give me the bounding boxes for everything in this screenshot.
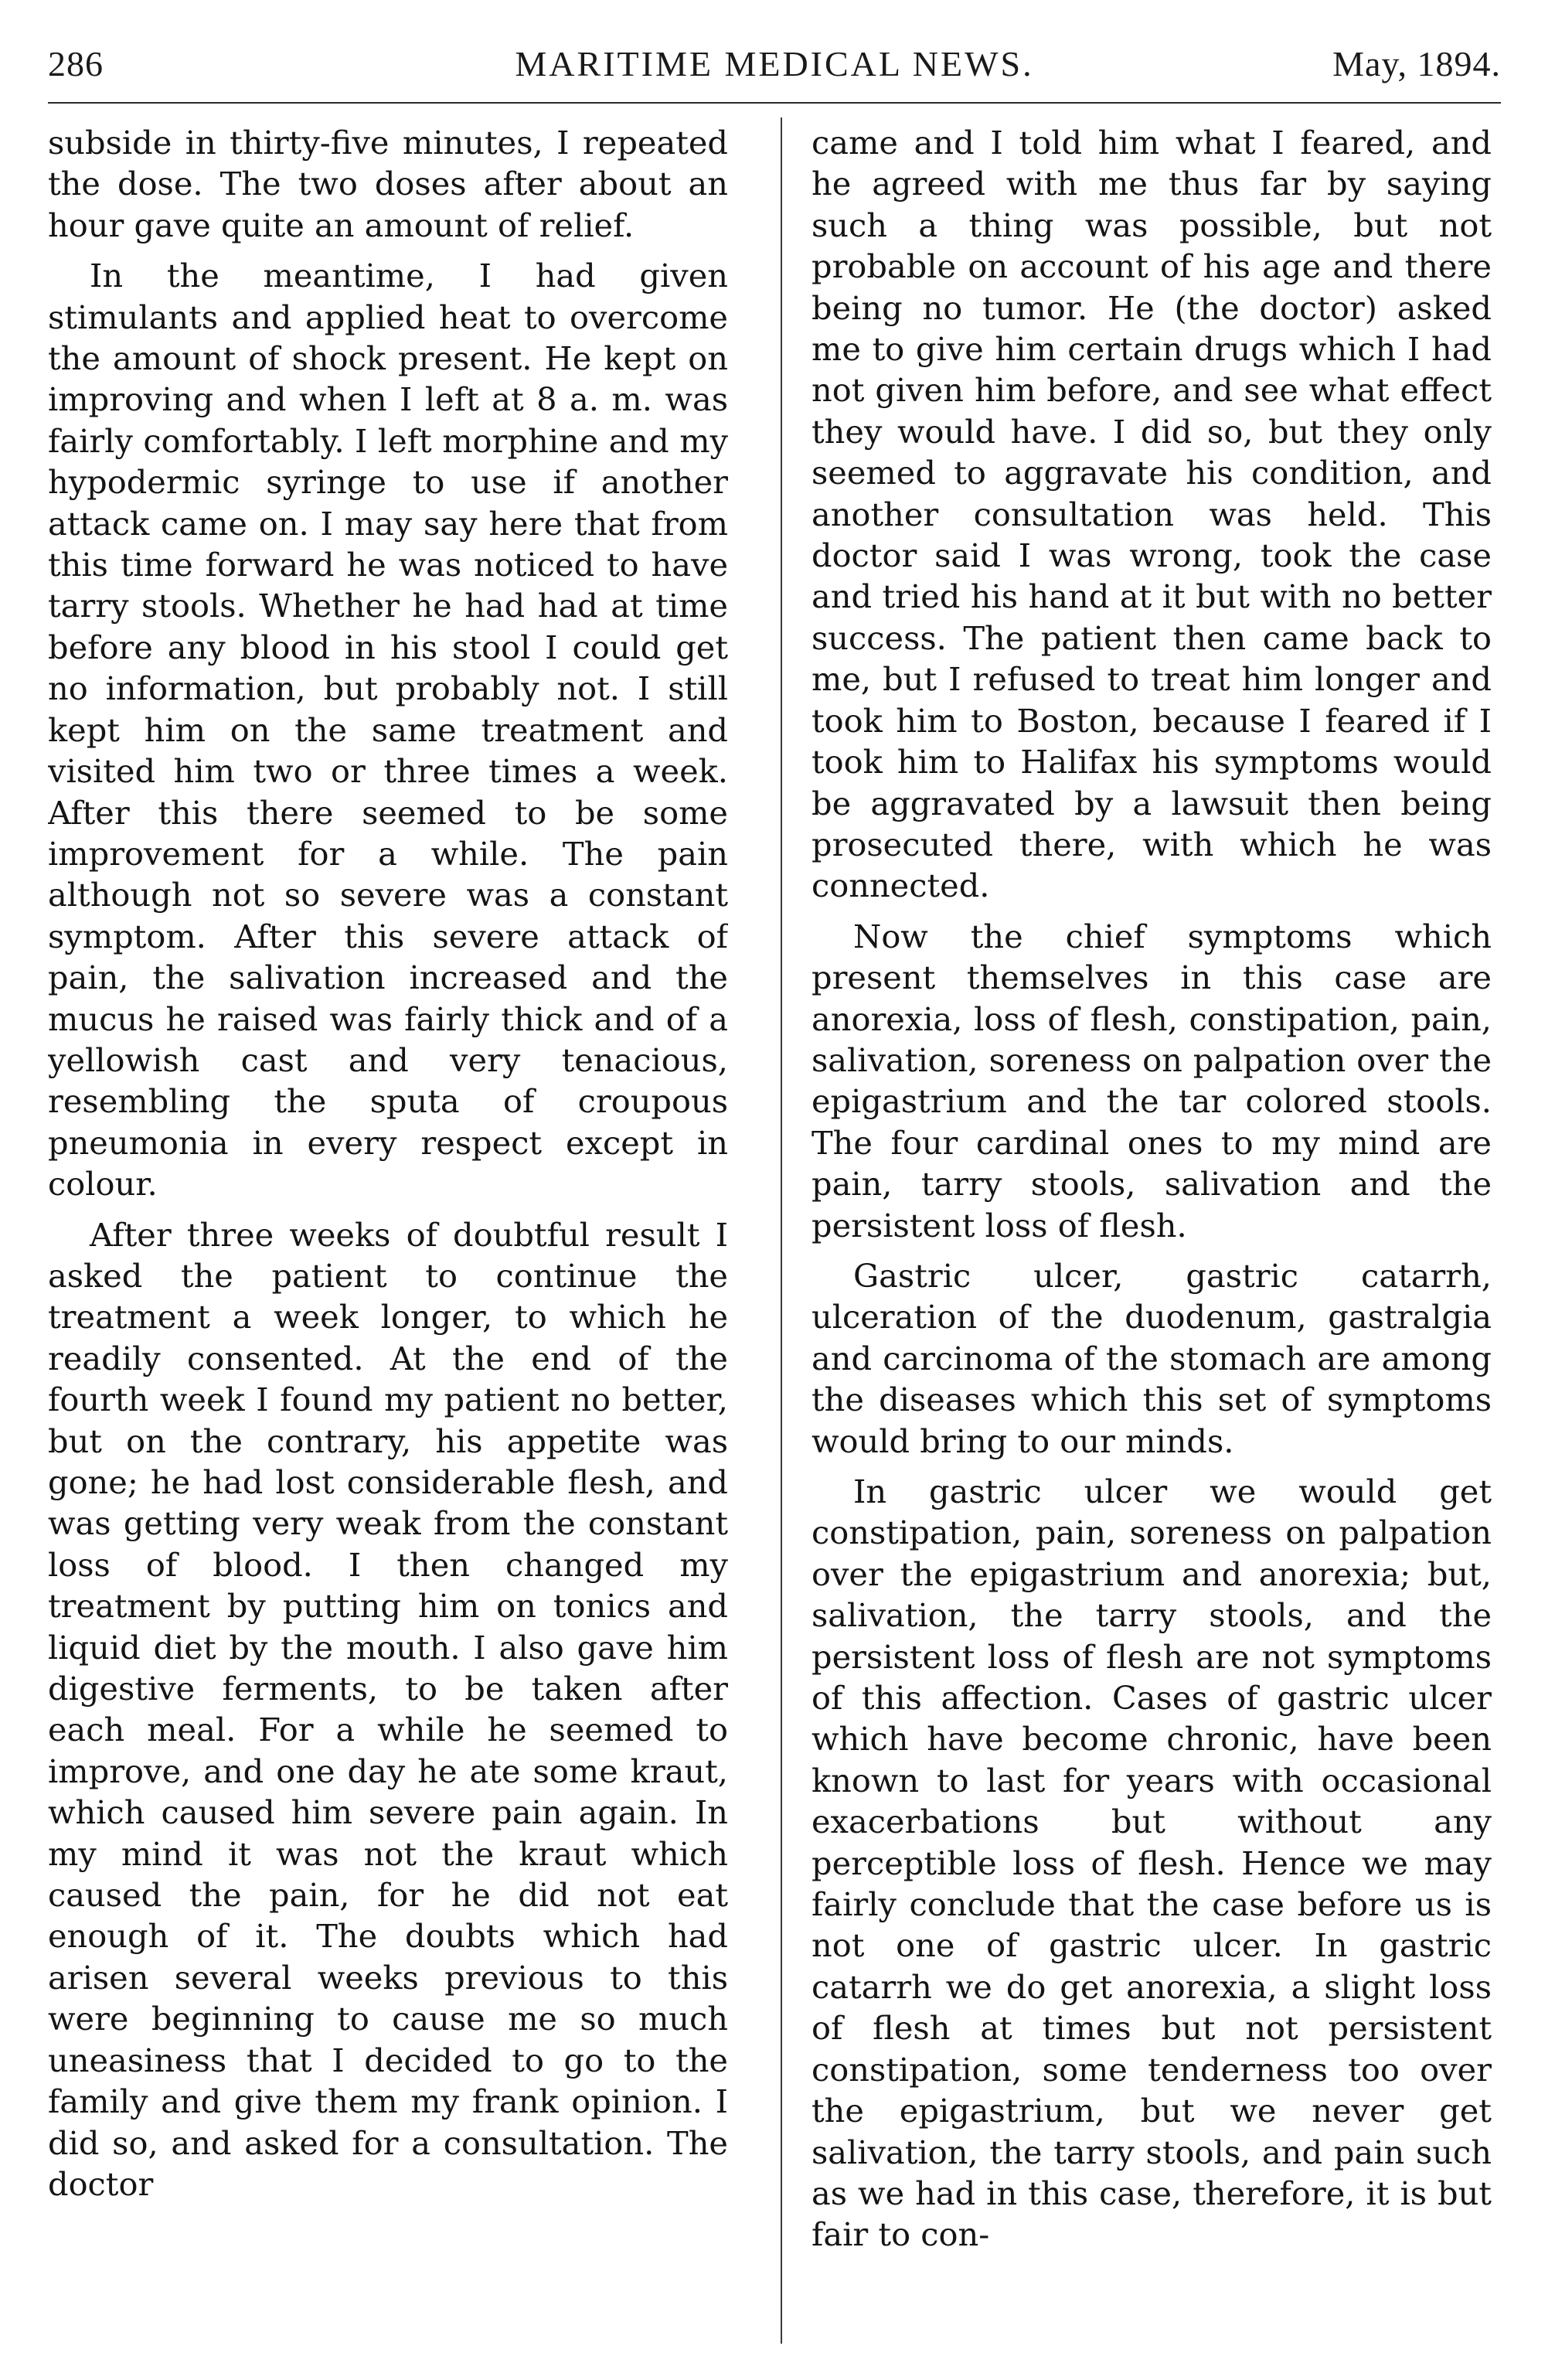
journal-title: MARITIME MEDICAL NEWS. <box>515 44 1034 83</box>
header-rule <box>48 102 1501 104</box>
column-divider <box>781 117 782 2344</box>
left-column <box>48 122 728 2348</box>
page-number: 286 <box>48 44 104 83</box>
right-column <box>812 122 1492 2348</box>
left-paragraph-1: subside in thirty-five minutes, I repeated the dose. The two doses after about an hour gave quite an amount of relief. <box>48 124 728 244</box>
left-paragraph-2: In the meantime, I had given stimulants and applied heat to overcome the amount of shock present. He kept on improving and when I left at 8 a. m. was fairly comfortably. I left morphine and my hypodermic syringe to use if another attack came on. I may say here that from this time forward he was noticed to have tarry stools. Whether he had had at time before any blood in his stool I could get no information, but probably not. I still kept him on the same treatment and visited him two or three times a week. After this there seemed to be some improvement for a while. The pain although not so severe was a constant symptom. After this severe attack of pain, the salivation increased and the mucus he raised was fairly thick and of a yellowish cast and very tenacious, resembling the sputa of croupous pneumonia in every respect except in colour. <box>48 257 728 1204</box>
right-paragraph-3: Gastric ulcer, gastric catarrh, ulceration of the duodenum, gastralgia and carcinoma of the stomach are among the diseases which this set of symptoms would bring to our minds. <box>812 1256 1492 1460</box>
right-paragraph-4: In gastric ulcer we would get constipation, pain, soreness on palpation over the epigastrium and anorexia; but, salivation, the tarry stools, and the persistent loss of flesh are not symptoms of this affection. Cases of gastric ulcer which have become chronic, have been known to last for years with occasional exacerbations but without any perceptible loss of flesh. Hence we may fairly conclude that the case before us is not one of gastric ulcer. In gastric catarrh we do get anorexia, a slight loss of flesh at times but not persistent constipation, some tenderness too over the epigastrium, but we never get salivation, the tarry stools, and pain such as we had in this case, therefore, it is but fair to con- <box>812 1473 1492 2254</box>
issue-date: May, 1894. <box>1332 44 1501 83</box>
right-paragraph-1: came and I told him what I feared, and he agreed with me thus far by saying such a thing was possible, but not probable on account of his age and there being no tumor. He (the doctor) asked me to give him certain drugs which I had not given him before, and see what effect they would have. I did so, but they only seemed to aggravate his condition, and another consultation was held. This doctor said I was wrong, took the case and tried his hand at it but with no better success. The patient then came back to me, but I refused to treat him longer and took him to Boston, because I feared if I took him to Halifax his symptoms would be aggravated by a lawsuit then being prosecuted there, with which he was connected. <box>812 124 1492 905</box>
right-paragraph-2: Now the chief symptoms which present themselves in this case are anorexia, loss of flesh, constipation, pain, salivation, soreness on palpation over the epigastrium and the tar colored stools. The four cardinal ones to my mind are pain, tarry stools, salivation and the persistent loss of flesh. <box>812 917 1492 1244</box>
left-paragraph-3: After three weeks of doubtful result I asked the patient to continue the treatment a week longer, to which he readily consented. At the end of the fourth week I found my patient no better, but on the contrary, his appetite was gone; he had lost considerable flesh, and was getting very weak from the constant loss of blood. I then changed my treatment by putting him on tonics and liquid diet by the mouth. I also gave him digestive ferments, to be taken after each meal. For a while he seemed to improve, and one day he ate some kraut, which caused him severe pain again. In my mind it was not the kraut which caused the pain, for he did not eat enough of it. The doubts which had arisen several weeks previous to this were beginning to cause me so much uneasiness that I decided to go to the family and give them my frank opinion. I did so, and asked for a consultation. The doctor <box>48 1215 728 2203</box>
running-header <box>48 43 1501 97</box>
